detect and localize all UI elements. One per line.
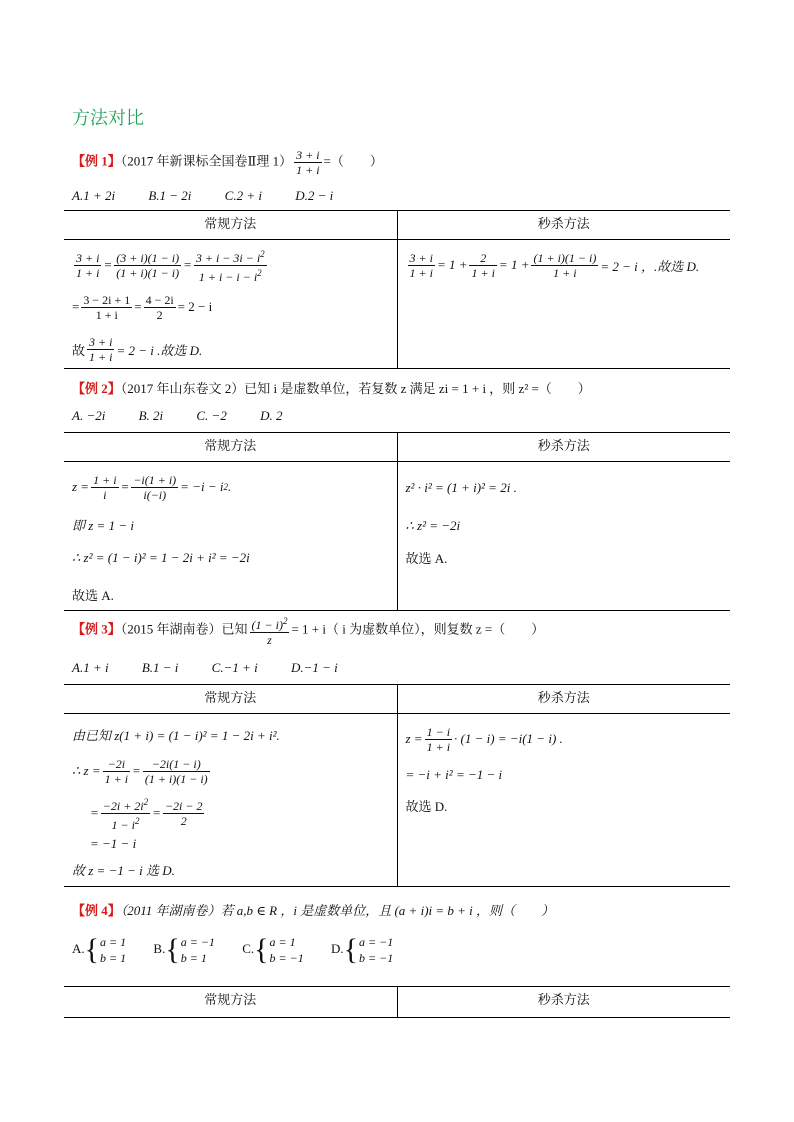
question-text: （2017 年山东卷文 2）已知 i 是虚数单位，若复数 z 满足 zi = 1 + i ，则 z² =（ ） [120,381,591,396]
question-tail: =（ ） [323,153,383,169]
conclusion-label: 故 [72,342,86,358]
step: = −1 − i [90,836,137,851]
header-quick-method: 秒杀方法 [537,217,590,232]
option-b: B.1 − i [141,660,179,675]
header-quick-method: 秒杀方法 [537,993,590,1008]
result: = 2 − i [177,299,213,314]
step: z² · i² = (1 + i)² = 2i . [405,480,517,495]
example-3-table [64,684,730,887]
option-b: B. { a = −1 b = 1 [153,933,215,966]
example-source: （2015 年湖南卷）已知 [120,621,248,637]
conclusion: 故选 A. [72,587,114,603]
example-tag: 【例 2】 [72,381,121,396]
step: ∴ z² = −2i [405,518,461,533]
step: = −i + i² = −1 − i [405,767,503,782]
option-b: B.1 − 2i [148,188,192,203]
section-title: 方法对比 [72,108,144,129]
option-c: C. −2 [196,408,227,423]
example-1-table [64,210,730,369]
example-3-options [72,660,368,676]
option-c: C.2 + i [224,188,262,203]
header-quick-method: 秒杀方法 [537,691,590,706]
option-d: D.2 − i [295,188,334,203]
example-1-options [72,188,363,204]
option-b: B. 2i [138,408,164,423]
option-a: A. −2i [72,408,106,423]
example-1-question: 【例 1】（2017 年新课标全国卷Ⅱ理 1） $\frac{3 + i}{1 + i}$ =（ ） [72,148,383,177]
option-c: C. { a = 1 b = −1 [242,933,304,966]
example-2-table [64,432,730,611]
example-tag: 【例 3】 [72,621,121,637]
regular-method-cell: z = $\frac{1 + i}{i}$ = $\frac{-i(1 + i)}{i(-i)}$ = −i − i 2 . 即 z = 1 − i ∴ z² = (1 − i)² = 1 − 2i + i² = −2i 故选 A. [64,462,398,610]
example-tag: 【例 1】 [72,153,121,169]
quick-method-cell [398,462,731,610]
quick-method-cell: z = $\frac{1 - i}{1 + i}$ · (1 − i) = −i(1 − i) . = −i + i² = −1 − i 故选 D. [398,714,731,886]
example-4-question [72,900,554,919]
option-a: A. { a = 1 b = 1 [72,933,127,966]
header-regular-method: 常规方法 [64,433,398,461]
regular-method-cell: 由已知 z(1 + i) = (1 − i)² = 1 − 2i + i². ∴ z = $\frac{-2i}{1 + i}$ = $\frac{-2i(1 - i)}{(1 + i)(1 - i)}$ = $\frac{-2i + 2i^2}{1 - i^2}$ = $\frac{-2i - 2}{2}$ = −1 − i 故 z = −1 − i 选 D. [64,714,398,886]
example-3-question: 【例 3】（2015 年湖南卷）已知 $\frac{(1 - i)^2}{z}$ = 1 + i（ i 为虚数单位），则复数 z =（ ） [72,616,545,647]
step: 由已知 z(1 + i) = (1 − i)² = 1 − 2i + i². [72,727,280,743]
header-regular-method: 常规方法 [64,211,398,239]
question-tail: = 1 + i（ i 为虚数单位），则复数 z =（ ） [291,621,545,637]
quick-method-cell: $\frac{3 + i}{1 + i}$ = 1 + $\frac{2}{1 + i}$ = 1 + $\frac{(1 + i)(1 - i)}{1 + i}$ = 2 − i ，.故选 D. [409,250,700,280]
option-c: C.−1 + i [211,660,258,675]
example-source: （2017 年新课标全国卷Ⅱ理 1） [120,153,293,169]
conclusion: 故选 A. [405,550,448,566]
option-d: D. { a = −1 b = −1 [330,933,394,966]
example-tag: 【例 4】 [72,903,121,918]
step: 即 z = 1 − i [72,517,134,533]
header-regular-method: 常规方法 [64,685,398,713]
conclusion: 故 z = −1 − i 选 D. [72,862,175,878]
header-regular-method: 常规方法 [64,987,398,1017]
regular-method-cell: $\frac{3 + i}{1 + i}$ = $\frac{(3 + i)(1 - i)}{(1 + i)(1 - i)}$ = $\frac{3 + i - 3i - i^2}{1 + i - i - i^2}$ = $\frac{3 - 2i + 1}{1 + i}$ = $\frac{4 - 2i}{2}$ = 2 − i 故 $\frac{3 + i}{1 + i}$ = 2 − i .故选 D. [64,240,398,368]
question-text: （2011 年湖南卷）若 a,b ∈ R ，i 是虚数单位，且 (a + i)i = b + i ，则（ ） [120,903,555,918]
option-d: D.−1 − i [290,660,338,675]
quick-result: = 2 − i ，.故选 D. [600,258,700,274]
example-2-options [72,408,312,424]
header-quick-method: 秒杀方法 [537,439,590,454]
step: ∴ z² = (1 − i)² = 1 − 2i + i² = −2i [72,550,250,565]
option-a: A.1 + i [72,660,109,675]
conclusion: 故选 D. [405,798,448,814]
example-4-table [64,986,730,1018]
option-d: D. 2 [260,408,283,423]
example-2-question [72,378,591,397]
example-4-options [72,934,423,966]
option-a: A.1 + 2i [72,188,116,203]
conclusion: = 2 − i .故选 D. [116,342,203,358]
